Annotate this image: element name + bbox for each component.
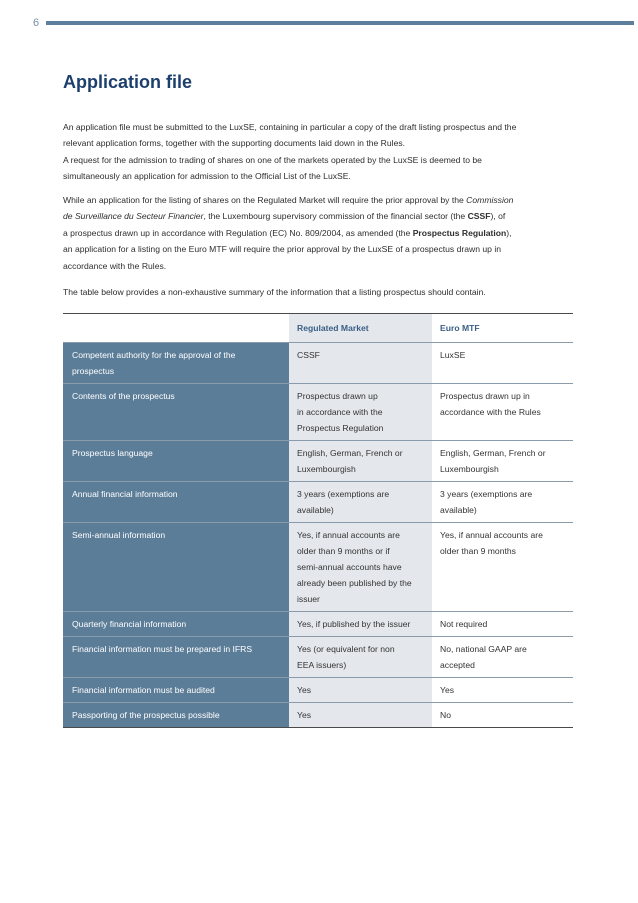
euro-mtf-cell [432, 703, 573, 727]
cell-text-line: semi-annual accounts have [297, 562, 402, 572]
text-run: While an application for the listing of shares on the Regulated Market will require the prior approval by the [63, 195, 467, 205]
defined-term: Prospectus Regulation [412, 227, 507, 238]
cell-text-line: EEA issuers) [297, 660, 347, 670]
text-line: simultaneously an application for admission to the Official List of the LuxSE. [63, 171, 351, 182]
table-row [63, 611, 573, 636]
prospectus-summary-table [63, 313, 573, 728]
text-run: ), [506, 227, 512, 238]
cell-text-line: No, national GAAP are [440, 644, 527, 654]
text-line: A request for the admission to trading of shares on one of the markets operated by the LuxSE is deemed to be [63, 154, 482, 165]
euro-mtf-cell [432, 482, 573, 522]
cell-text-line: Prospectus drawn up [297, 391, 378, 401]
header-cell-blank [63, 314, 289, 342]
text-line: an application for a listing on the Euro MTF will require the prior approval by the LuxSE of a prospectus drawn up in [63, 244, 502, 255]
cell-text-line: in accordance with the [297, 407, 383, 417]
row-label-cell [63, 523, 289, 611]
regulated-market-cell [289, 703, 432, 727]
row-label-cell [63, 637, 289, 677]
cell-text-line: accepted [440, 660, 475, 670]
cell-text-line: Yes [440, 685, 455, 695]
cell-text-line: Prospectus drawn up in [440, 391, 530, 401]
cell-text-line: CSSF [297, 350, 320, 360]
regulated-market-cell [289, 612, 432, 636]
regulated-market-cell [289, 343, 432, 383]
euro-mtf-cell [432, 678, 573, 702]
row-label-cell [63, 441, 289, 481]
cell-text-line: Annual financial information [72, 489, 178, 499]
text-line: An application file must be submitted to the LuxSE, containing in particular a copy of the draft listing prospectus and the [63, 122, 517, 132]
row-label-cell [63, 612, 289, 636]
text-run: ), of [490, 211, 506, 222]
row-label-cell [63, 482, 289, 522]
intro-paragraph [63, 119, 578, 185]
cell-text-line: Quarterly financial information [72, 619, 187, 629]
row-label-cell [63, 384, 289, 440]
table-row [63, 702, 573, 727]
text-run: , the Luxembourg supervisory commission of the financial sector (the [203, 211, 468, 222]
cell-text-line: No [440, 710, 451, 720]
emphasis-text: de Surveillance du Secteur Financier [63, 211, 204, 222]
cell-text-line: English, German, French or [440, 448, 546, 458]
approval-paragraph [63, 192, 578, 274]
page-number: 6 [33, 17, 40, 29]
regulated-market-cell [289, 637, 432, 677]
cell-text-line: 3 years (exemptions are [297, 489, 390, 499]
cell-text-line: Passporting of the prospectus possible [72, 710, 220, 720]
euro-mtf-cell [432, 343, 573, 383]
euro-mtf-cell [432, 523, 573, 611]
regulated-market-cell [289, 441, 432, 481]
regulated-market-cell [289, 523, 432, 611]
text-run: a prospectus drawn up in accordance with Regulation (EC) No. 809/2004, as amended (the [63, 227, 413, 238]
emphasis-text: Commission [466, 195, 514, 205]
cell-text-line: already been published by the [297, 578, 412, 588]
cell-text-line: Yes (or equivalent for non [297, 644, 395, 654]
cell-text-line: 3 years (exemptions are [440, 489, 533, 499]
text-line: relevant application forms, together with the supporting documents laid down in the Rules. [63, 138, 406, 149]
table-intro-paragraph: The table below provides a non-exhaustive summary of the information that a listing prospectus should contain. [63, 287, 486, 297]
cell-text-line: Semi-annual information [72, 530, 166, 540]
regulated-market-cell [289, 678, 432, 702]
cell-text-line: older than 9 months or if [297, 546, 390, 556]
cell-text-line: Yes, if published by the issuer [297, 619, 411, 629]
cell-text-line: Yes, if annual accounts are [440, 530, 543, 540]
table-row [63, 481, 573, 522]
text-line: accordance with the Rules. [63, 260, 167, 271]
cell-text-line: Luxembourgish [440, 464, 499, 474]
row-label-cell [63, 703, 289, 727]
defined-term: CSSF [467, 211, 491, 222]
cell-text-line: Prospectus Regulation [297, 423, 384, 433]
table-row [63, 383, 573, 440]
header-cell-euro-mtf: Euro MTF [432, 314, 573, 342]
cell-text-line: Financial information must be prepared in IFRS [72, 644, 253, 654]
regulated-market-cell [289, 384, 432, 440]
row-label-cell [63, 343, 289, 383]
cell-text-line: accordance with the Rules [440, 407, 541, 417]
text-line [63, 192, 578, 208]
cell-text-line: English, German, French or [297, 448, 403, 458]
text-line [63, 208, 578, 224]
cell-text-line: Yes [297, 710, 312, 720]
euro-mtf-cell [432, 637, 573, 677]
section-title: Application file [63, 72, 193, 92]
cell-text-line: LuxSE [440, 350, 466, 360]
table-row [63, 636, 573, 677]
cell-text-line: available) [440, 505, 477, 515]
cell-text-line: older than 9 months [440, 546, 516, 556]
cell-text-line: Competent authority for the approval of the [72, 350, 236, 360]
header-cell-regulated-market: Regulated Market [289, 314, 432, 342]
cell-text-line: Yes, if annual accounts are [297, 530, 400, 540]
cell-text-line: Contents of the prospectus [72, 391, 175, 401]
cell-text-line: prospectus [72, 366, 115, 376]
table-row [63, 440, 573, 481]
table-row [63, 522, 573, 611]
cell-text-line: Luxembourgish [297, 464, 356, 474]
row-label-cell [63, 678, 289, 702]
euro-mtf-cell [432, 441, 573, 481]
euro-mtf-cell [432, 612, 573, 636]
table-header-row [63, 314, 573, 342]
cell-text-line: available) [297, 505, 334, 515]
regulated-market-cell [289, 482, 432, 522]
table-row [63, 342, 573, 383]
euro-mtf-cell [432, 384, 573, 440]
table-row [63, 677, 573, 702]
text-line [63, 225, 578, 241]
header-rule [46, 21, 634, 25]
cell-text-line: Prospectus language [72, 448, 153, 458]
cell-text-line: Financial information must be audited [72, 685, 215, 695]
cell-text-line: Yes [297, 685, 312, 695]
cell-text-line: Not required [440, 619, 488, 629]
cell-text-line: issuer [297, 594, 320, 604]
